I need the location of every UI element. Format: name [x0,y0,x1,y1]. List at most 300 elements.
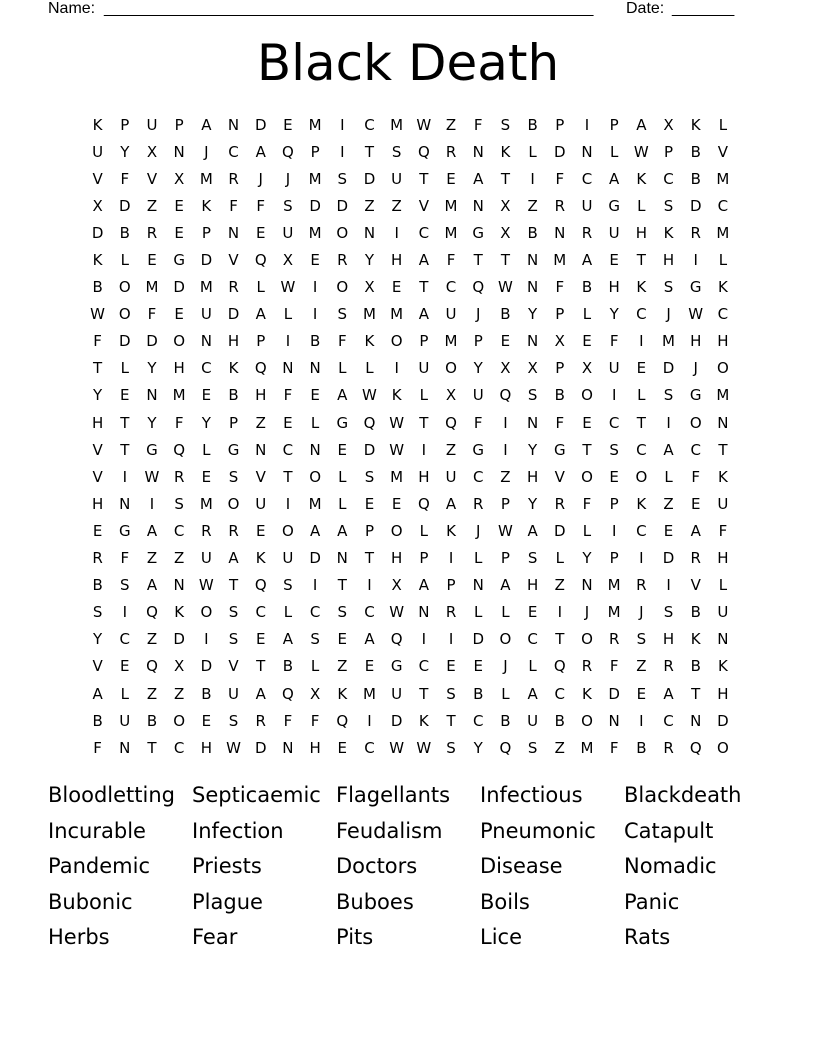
word-list-item: Boils [480,889,530,914]
grid-letter: C [527,630,538,649]
grid-letter: F [93,738,102,757]
grid-letter: F [609,657,619,676]
grid-letter: C [663,711,674,730]
grid-letter: C [717,196,729,215]
grid-letter: O [390,332,403,351]
grid-letter: N [472,142,484,161]
grid-letter: D [254,115,267,134]
grid-letter: A [282,630,294,649]
grid-letter: W [497,278,513,297]
grid-letter: Z [146,196,158,215]
grid-letter: C [119,630,131,649]
grid-letter: B [527,115,538,134]
grid-letter: T [419,413,429,432]
grid-letter: O [200,603,213,622]
grid-letter: K [636,278,647,297]
grid-letter: I [149,494,155,513]
grid-letter: L [310,657,320,676]
grid-letter: A [228,549,239,568]
grid-letter: R [173,467,185,486]
grid-letter: E [92,521,103,540]
grid-letter: O [581,467,593,486]
grid-letter: H [608,278,620,297]
grid-letter: Y [147,359,157,378]
grid-letter: Q [146,603,158,622]
grid-letter: M [390,305,404,324]
grid-letter: I [204,630,209,649]
grid-letter: F [283,386,293,405]
grid-letter: R [663,738,674,757]
grid-letter: U [282,223,294,242]
grid-letter: K [201,196,212,215]
grid-letter: Q [499,386,512,405]
grid-letter: N [472,576,484,595]
grid-letter: L [555,549,564,568]
grid-letter: I [312,576,318,595]
grid-letter: A [473,169,484,188]
grid-letter: K [174,603,185,622]
grid-letter: O [689,413,702,432]
grid-letter: B [690,657,701,676]
grid-letter: A [146,576,158,595]
grid-letter: O [118,278,131,297]
grid-letter: Q [254,576,267,595]
grid-letter: E [201,386,212,405]
grid-letter: C [690,440,701,459]
grid-letter: E [255,521,266,540]
grid-letter: C [364,603,375,622]
grid-letter: K [717,467,728,486]
grid-letter: N [690,711,702,730]
grid-letter: I [122,603,127,622]
grid-letter: S [527,386,538,405]
grid-letter: S [283,576,293,595]
grid-letter: U [200,549,212,568]
grid-letter: N [418,603,430,622]
word-list-item: Pits [336,925,374,949]
grid-letter: T [419,169,429,188]
grid-letter: L [718,115,728,134]
grid-letter: A [337,386,348,405]
grid-letter: K [636,494,647,513]
grid-letter: A [690,521,701,540]
grid-letter: G [146,440,158,459]
grid-letter: N [119,738,131,757]
grid-letter: O [173,711,186,730]
word-list-item: Feudalism [336,818,443,843]
grid-letter: F [120,549,130,568]
grid-letter: E [500,332,511,351]
grid-letter: V [554,467,565,486]
grid-letter: E [283,115,293,134]
grid-letter: D [173,630,185,649]
grid-letter: D [119,196,131,215]
grid-letter: B [92,711,103,730]
grid-letter: S [636,630,647,649]
grid-letter: O [336,278,349,297]
grid-letter: J [639,603,644,622]
grid-letter: S [527,738,538,757]
grid-letter: L [120,684,129,703]
grid-letter: E [690,494,701,513]
grid-letter: R [473,494,484,513]
grid-letter: X [92,196,103,215]
grid-letter: D [227,305,240,324]
grid-letter: H [717,332,729,351]
grid-letter: P [555,115,565,134]
grid-letter: Y [120,142,130,161]
grid-letter: U [282,549,294,568]
grid-letter: A [445,494,457,513]
grid-letter: M [308,115,322,134]
grid-letter: I [312,305,318,324]
grid-letter: E [364,494,375,513]
grid-letter: J [666,305,671,324]
grid-letter: O [717,738,729,757]
grid-letter: K [690,115,701,134]
grid-letter: T [582,440,592,459]
grid-letter: G [336,413,349,432]
grid-letter: I [367,576,372,595]
grid-letter: M [308,223,322,242]
grid-letter: R [554,494,565,513]
grid-letter: Q [417,142,430,161]
grid-letter: L [365,359,374,378]
grid-letter: T [364,549,375,568]
grid-letter: V [92,169,103,188]
grid-letter: W [416,115,432,134]
grid-letter: P [174,115,184,134]
grid-letter: E [201,467,212,486]
grid-letter: T [120,413,130,432]
grid-letter: A [337,521,348,540]
grid-letter: J [503,657,508,676]
grid-letter: L [609,142,619,161]
grid-letter: E [174,223,184,242]
grid-letter: I [584,115,590,134]
grid-letter: Z [146,630,158,649]
grid-letter: T [364,142,375,161]
grid-letter: C [608,413,620,432]
grid-letter: T [147,738,157,757]
grid-letter: H [391,549,403,568]
grid-letter: P [555,305,565,324]
grid-letter: A [309,521,321,540]
grid-letter: O [499,630,512,649]
grid-letter: L [664,467,673,486]
grid-letter: B [636,738,647,757]
grid-letter: P [256,332,266,351]
grid-letter: C [201,359,212,378]
grid-letter: M [444,332,458,351]
grid-letter: I [639,549,644,568]
grid-letter: O [336,223,349,242]
grid-letter: F [473,413,483,432]
grid-letter: L [338,467,347,486]
grid-letter: N [146,386,158,405]
grid-letter: M [444,223,458,242]
grid-letter: D [363,169,376,188]
grid-letter: S [92,603,103,622]
grid-letter: E [255,223,266,242]
grid-letter: M [308,169,322,188]
grid-letter: Z [527,196,538,215]
word-list-item: Blackdeath [624,783,742,807]
grid-letter: N [472,196,484,215]
grid-letter: N [526,332,539,351]
grid-letter: U [255,494,267,513]
grid-letter: O [173,332,186,351]
grid-letter: R [255,711,266,730]
grid-letter: P [310,142,320,161]
grid-letter: F [555,278,565,297]
grid-letter: N [554,223,566,242]
grid-letter: E [120,386,130,405]
grid-letter: F [718,521,728,540]
grid-letter: X [282,251,294,270]
grid-letter: F [147,305,157,324]
grid-letter: I [503,440,508,459]
grid-letter: I [394,359,399,378]
grid-letter: H [526,576,539,595]
grid-letter: J [285,169,291,188]
grid-letter: Z [663,494,674,513]
grid-letter: D [173,278,185,297]
grid-letter: A [500,576,511,595]
grid-letter: F [283,711,293,730]
grid-letter: D [554,142,566,161]
grid-letter: N [717,413,729,432]
grid-letter: I [666,576,671,595]
grid-letter: N [526,251,539,270]
grid-letter: A [418,576,429,595]
grid-letter: J [584,603,590,622]
grid-letter: J [204,142,209,161]
grid-letter: T [120,440,130,459]
grid-letter: L [283,603,293,622]
grid-letter: A [527,521,538,540]
grid-letter: W [90,305,106,324]
grid-letter: A [418,251,429,270]
word-list-item: Pneumonic [480,818,596,843]
grid-letter: Y [528,305,538,324]
grid-letter: A [663,684,674,703]
grid-letter: S [609,440,619,459]
grid-letter: U [717,494,729,513]
grid-letter: T [256,657,266,676]
grid-letter: S [364,467,375,486]
grid-letter: E [120,657,130,676]
grid-letter: U [527,711,539,730]
grid-letter: A [201,115,212,134]
grid-letter: M [362,684,376,703]
grid-letter: P [609,115,619,134]
grid-letter: B [282,657,294,676]
grid-letter: M [444,196,458,215]
grid-letter: M [716,169,730,188]
grid-letter: C [173,738,185,757]
header [0,0,816,20]
grid-letter: G [689,278,702,297]
grid-letter: B [309,332,321,351]
grid-letter: C [636,521,647,540]
grid-letter: Y [364,251,375,270]
grid-letter: A [609,169,620,188]
grid-letter: I [340,115,345,134]
grid-letter: R [554,196,565,215]
grid-letter: R [663,657,674,676]
grid-letter: P [120,115,130,134]
grid-letter: G [472,223,485,242]
grid-letter: B [119,223,130,242]
word-list-item: Priests [192,854,262,878]
grid-letter: Q [472,278,485,297]
grid-letter: S [228,711,239,730]
grid-letter: E [582,332,592,351]
grid-letter: O [717,359,729,378]
grid-letter: M [580,738,594,757]
grid-letter: C [717,305,729,324]
grid-letter: R [201,521,212,540]
grid-letter: F [120,169,130,188]
word-list-item: Plague [192,889,263,914]
grid-letter: P [500,549,510,568]
grid-letter: N [119,494,131,513]
grid-letter: D [119,332,131,351]
grid-letter: W [389,413,405,432]
grid-letter: K [663,223,674,242]
grid-letter: P [555,359,565,378]
grid-letter: K [446,521,456,540]
grid-letter: N [717,630,729,649]
grid-letter: K [690,630,701,649]
word-list-item: Pandemic [48,854,150,878]
grid-letter: I [285,494,291,513]
grid-letter: N [173,142,185,161]
grid-letter: D [662,359,675,378]
grid-letter: L [256,278,265,297]
grid-letter: T [718,440,728,459]
grid-letter: B [581,278,593,297]
grid-letter: Y [582,549,592,568]
grid-letter: W [226,738,241,757]
grid-letter: H [255,386,267,405]
grid-letter: B [228,386,239,405]
word-list [48,778,768,956]
grid-letter: Y [147,413,157,432]
grid-letter: X [174,657,185,676]
grid-letter: Z [391,196,402,215]
word-list-item: Incurable [48,818,146,843]
grid-letter: L [637,196,646,215]
grid-letter: K [92,115,103,134]
grid-letter: M [172,386,186,405]
grid-letter: I [639,332,644,351]
grid-letter: I [448,630,454,649]
grid-letter: Q [445,413,457,432]
grid-letter: S [663,196,674,215]
grid-letter: M [362,305,376,324]
grid-letter: Z [636,657,647,676]
date-label: Date: [626,0,665,17]
grid-letter: V [690,576,701,595]
grid-letter: E [310,386,320,405]
grid-letter: L [474,603,483,622]
grid-letter: Z [500,467,511,486]
grid-letter: D [662,549,675,568]
grid-letter: H [227,332,240,351]
grid-letter: N [227,223,240,242]
grid-letter: W [497,521,513,540]
grid-letter: L [310,413,320,432]
grid-letter: B [500,305,511,324]
grid-letter: F [446,251,456,270]
grid-letter: B [92,278,103,297]
grid-letter: S [391,142,402,161]
grid-letter: Z [337,657,348,676]
grid-letter: R [337,251,348,270]
grid-letter: S [500,115,511,134]
grid-letter: P [473,332,483,351]
grid-letter: V [255,467,266,486]
grid-letter: G [689,386,702,405]
word-list-item: Septicaemic [192,783,321,807]
grid-letter: F [555,169,565,188]
grid-letter: L [718,251,728,270]
grid-letter: Z [174,684,185,703]
grid-letter: N [200,332,212,351]
grid-letter: A [364,630,375,649]
grid-letter: S [446,738,456,757]
grid-letter: N [309,359,321,378]
grid-letter: X [309,684,321,703]
grid-letter: I [639,711,644,730]
grid-letter: T [337,576,347,595]
grid-letter: U [608,223,620,242]
grid-letter: X [500,359,511,378]
grid-letter: K [717,657,728,676]
grid-letter: K [391,386,402,405]
grid-letter: W [144,467,160,486]
grid-letter: E [582,413,592,432]
grid-letter: U [608,359,620,378]
grid-letter: F [93,332,102,351]
grid-letter: X [500,223,511,242]
grid-letter: L [501,684,510,703]
grid-letter: T [473,251,483,270]
grid-letter: V [92,440,103,459]
grid-letter: E [609,251,619,270]
grid-letter: M [607,603,621,622]
grid-letter: I [693,251,698,270]
word-list-item: Catapult [624,818,714,843]
grid-letter: E [391,278,402,297]
grid-letter: I [530,169,535,188]
grid-letter: C [309,603,321,622]
grid-letter: C [636,440,647,459]
grid-letter: U [200,305,212,324]
grid-letter: N [608,711,620,730]
grid-letter: Q [689,738,702,757]
grid-letter: R [608,630,620,649]
grid-letter: D [200,251,213,270]
grid-letter: B [690,603,701,622]
grid-letter: K [717,278,728,297]
word-list-item: Infectious [480,783,583,807]
grid-letter: R [690,549,701,568]
grid-letter: W [362,386,377,405]
grid-letter: H [635,223,647,242]
